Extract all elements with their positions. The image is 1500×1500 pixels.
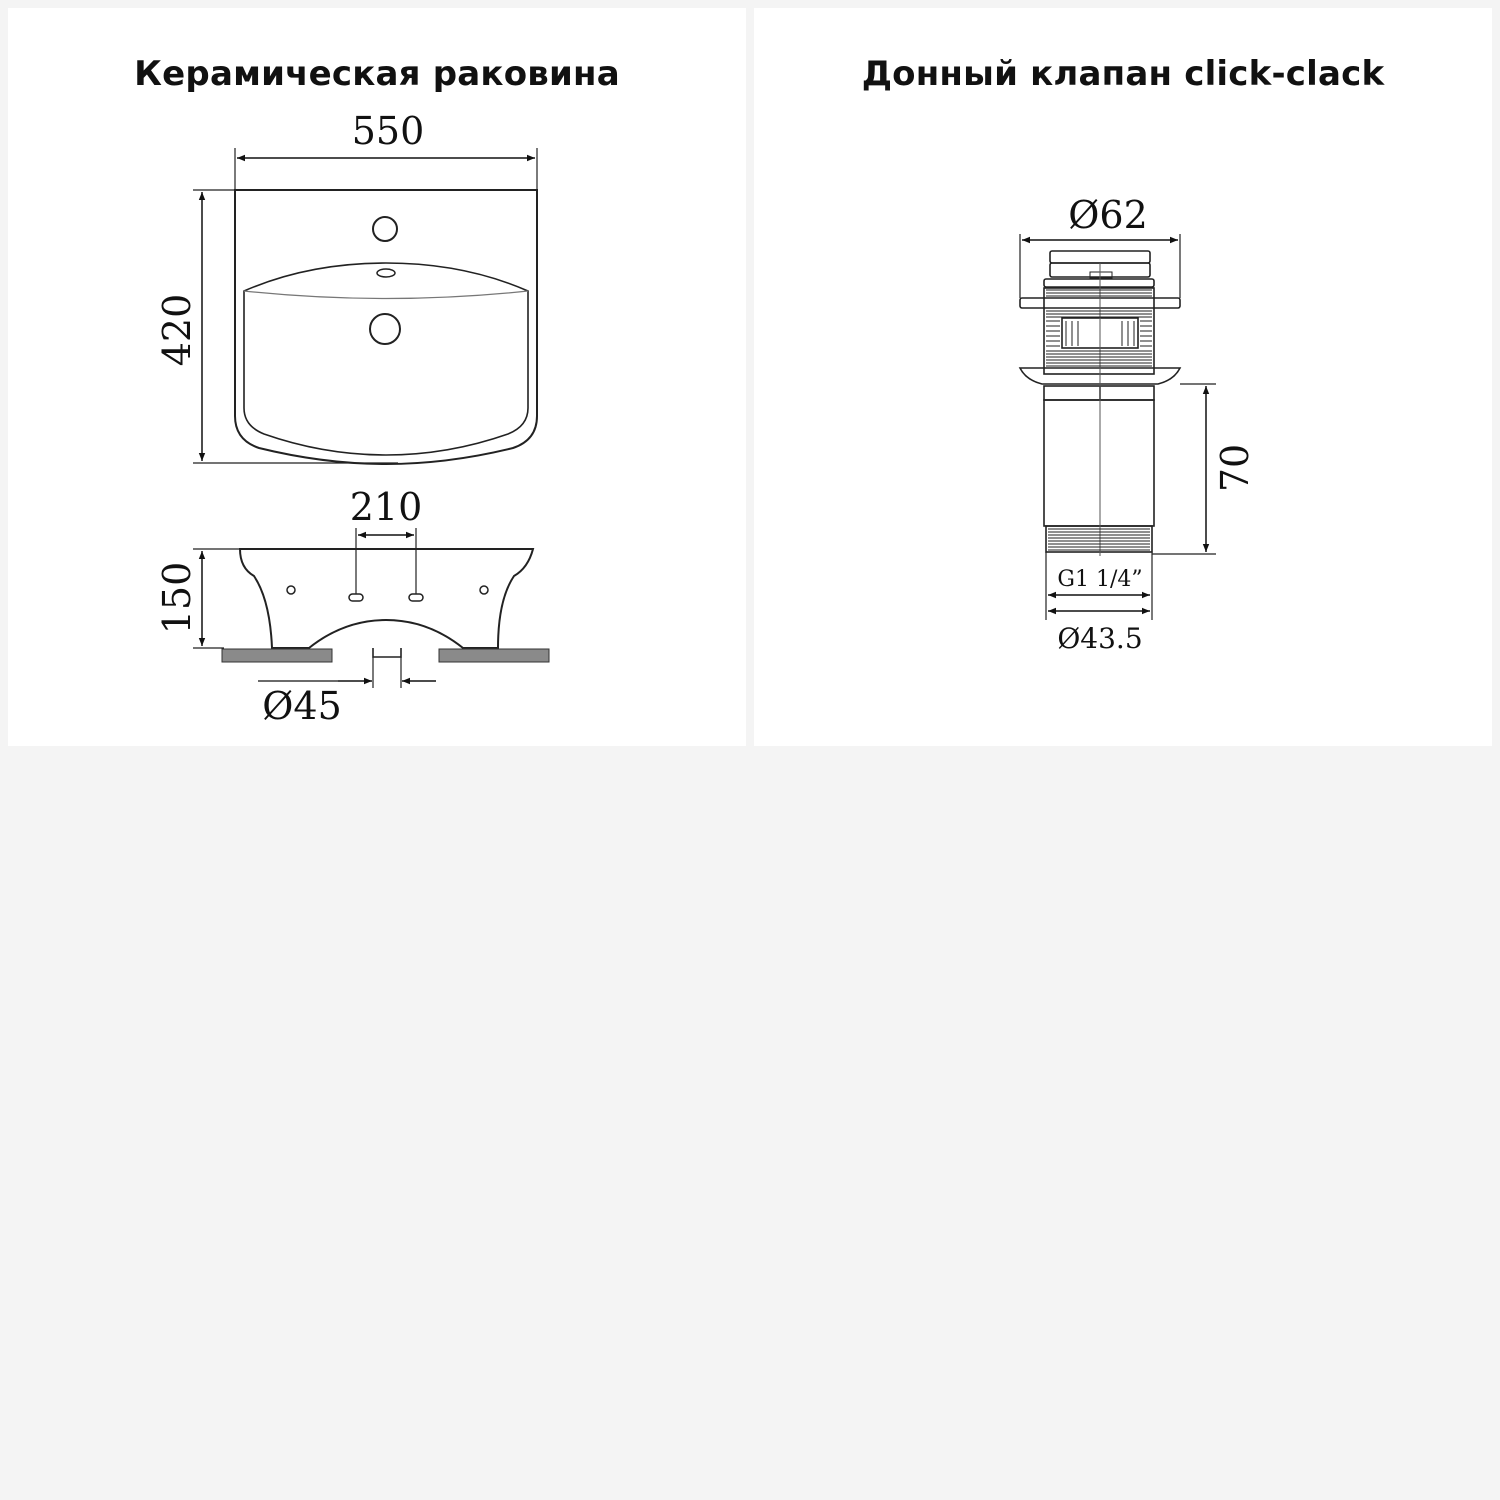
valve-panel bbox=[754, 8, 1492, 746]
sink-height-label: 420 bbox=[155, 293, 199, 367]
sink-width-label: 550 bbox=[351, 109, 425, 153]
hole-spacing-label: 210 bbox=[349, 485, 423, 529]
countertop bbox=[222, 649, 549, 662]
thread-diameter-label: Ø43.5 bbox=[1057, 622, 1143, 655]
valve-title: Донный клапан click-clack bbox=[861, 54, 1385, 94]
drain-diameter-dimension bbox=[258, 681, 436, 728]
valve-drawing bbox=[754, 8, 1492, 746]
sink-panel bbox=[8, 8, 746, 746]
sink-front-view bbox=[193, 528, 533, 688]
valve-length-label: 70 bbox=[1213, 443, 1257, 493]
valve-length-dimension bbox=[1152, 384, 1257, 554]
sink-depth-label: 150 bbox=[155, 561, 199, 635]
drain-diameter-label: Ø45 bbox=[262, 684, 342, 728]
sink-depth-dimension bbox=[155, 551, 202, 646]
sink-title: Керамическая раковина bbox=[134, 54, 620, 94]
thread-dimension bbox=[1046, 552, 1152, 655]
hole-spacing-dimension bbox=[350, 485, 423, 535]
cap-diameter-label: Ø62 bbox=[1068, 193, 1148, 237]
sink-top-view bbox=[193, 148, 537, 464]
thread-label: G1 1/4” bbox=[1057, 567, 1143, 592]
sink-height-dimension bbox=[155, 192, 202, 461]
sink-drawing bbox=[8, 8, 746, 746]
valve-body bbox=[1020, 251, 1180, 556]
sink-width-dimension bbox=[237, 109, 535, 158]
